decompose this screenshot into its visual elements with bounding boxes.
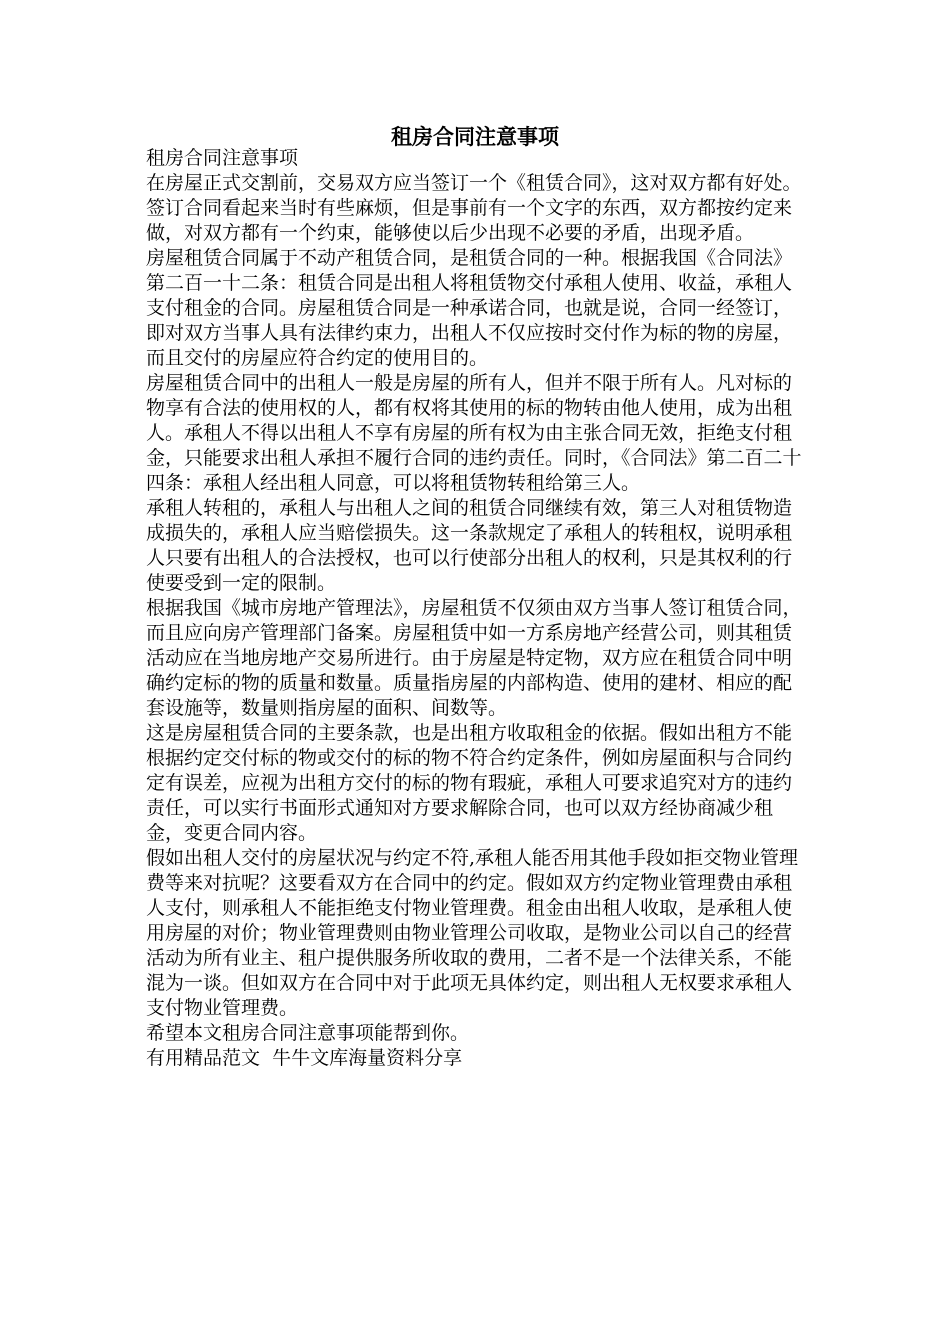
paragraph: 房屋租赁合同中的出租人一般是房屋的所有人，但并不限于所有人。凡对标的物享有合法的使用权的人，都有权将其使用的标的物转由他人使用，成为出租人。承租人不得以出租人不享有房屋的所有权为由主张合同无效，拒绝支付租金，只能要求出租人承担不履行合同的违约责任。同时，《合同法》第二百二十四条：承租人经出租人同意，可以将租赁物转租给第三人。 <box>146 372 802 494</box>
paragraph: 这是房屋租赁合同的主要条款，也是出租方收取租金的依据。假如出租方不能根据约定交付标的物或交付的标的物不符合约定条件，例如房屋面积与合同约定有误差，应视为出租方交付的标的物有瑕疵，承租人可要求追究对方的违约责任，可以实行书面形式通知对方要求解除合同，也可以双方经协商减少租金，变更合同内容。 <box>146 722 793 844</box>
document-subtitle: 租房合同注意事项 <box>146 147 299 169</box>
paragraph: 房屋租赁合同属于不动产租赁合同，是租赁合同的一种。根据我国《合同法》第二百一十二条：租赁合同是出租人将租赁物交付承租人使用、收益，承租人支付租金的合同。房屋租赁合同是一种承诺合同，也就是说，合同一经签订，即对双方当事人具有法律约束力，出租人不仅应按时交付作为标的物的房屋，而且交付的房屋应符合约定的使用目的。 <box>146 247 793 369</box>
document-body <box>146 146 806 1071</box>
page-title: 租房合同注意事项 <box>391 125 559 149</box>
paragraph: 根据我国《城市房地产管理法》，房屋租赁不仅须由双方当事人签订租赁合同，而且应向房产管理部门备案。房屋租赁中如一方系房地产经营公司，则其租赁活动应在当地房地产交易所进行。由于房屋是特定物，双方应在租赁合同中明确约定标的物的质量和数量。质量指房屋的内部构造、使用的建材、相应的配套设施等，数量则指房屋的面积、间数等。 <box>146 597 802 719</box>
paragraph: 在房屋正式交割前，交易双方应当签订一个《租赁合同》，这对双方都有好处。签订合同看起来当时有些麻烦，但是事前有一个文字的东西，双方都按约定来做，对双方都有一个约束，能够使以后少出现不必要的矛盾，出现矛盾。 <box>146 172 802 244</box>
paragraph: 承租人转租的，承租人与出租人之间的租赁合同继续有效，第三人对租赁物造成损失的，承租人应当赔偿损失。这一条款规定了承租人的转租权，说明承租人只要有出租人的合法授权，也可以行使部分出租人的权利，只是其权利的行使要受到一定的限制。 <box>146 497 793 594</box>
footer-note: 有用精品范文 牛牛文库海量资料分享 <box>146 1047 463 1069</box>
closing-line: 希望本文租房合同注意事项能帮到你。 <box>146 1022 470 1044</box>
paragraph: 假如出租人交付的房屋状况与约定不符,承租人能否用其他手段如拒交物业管理费等来对抗呢？这要看双方在合同中的约定。假如双方约定物业管理费由承租人支付，则承租人不能拒绝支付物业管理费。租金由出租人收取，是承租人使用房屋的对价；物业管理费则由物业管理公司收取，是物业公司以自己的经营活动为所有业主、租户提供服务所收取的费用，二者不是一个法律关系，不能混为一谈。但如双方在合同中对于此项无具体约定，则出租人无权要求承租人支付物业管理费。 <box>146 847 799 1019</box>
